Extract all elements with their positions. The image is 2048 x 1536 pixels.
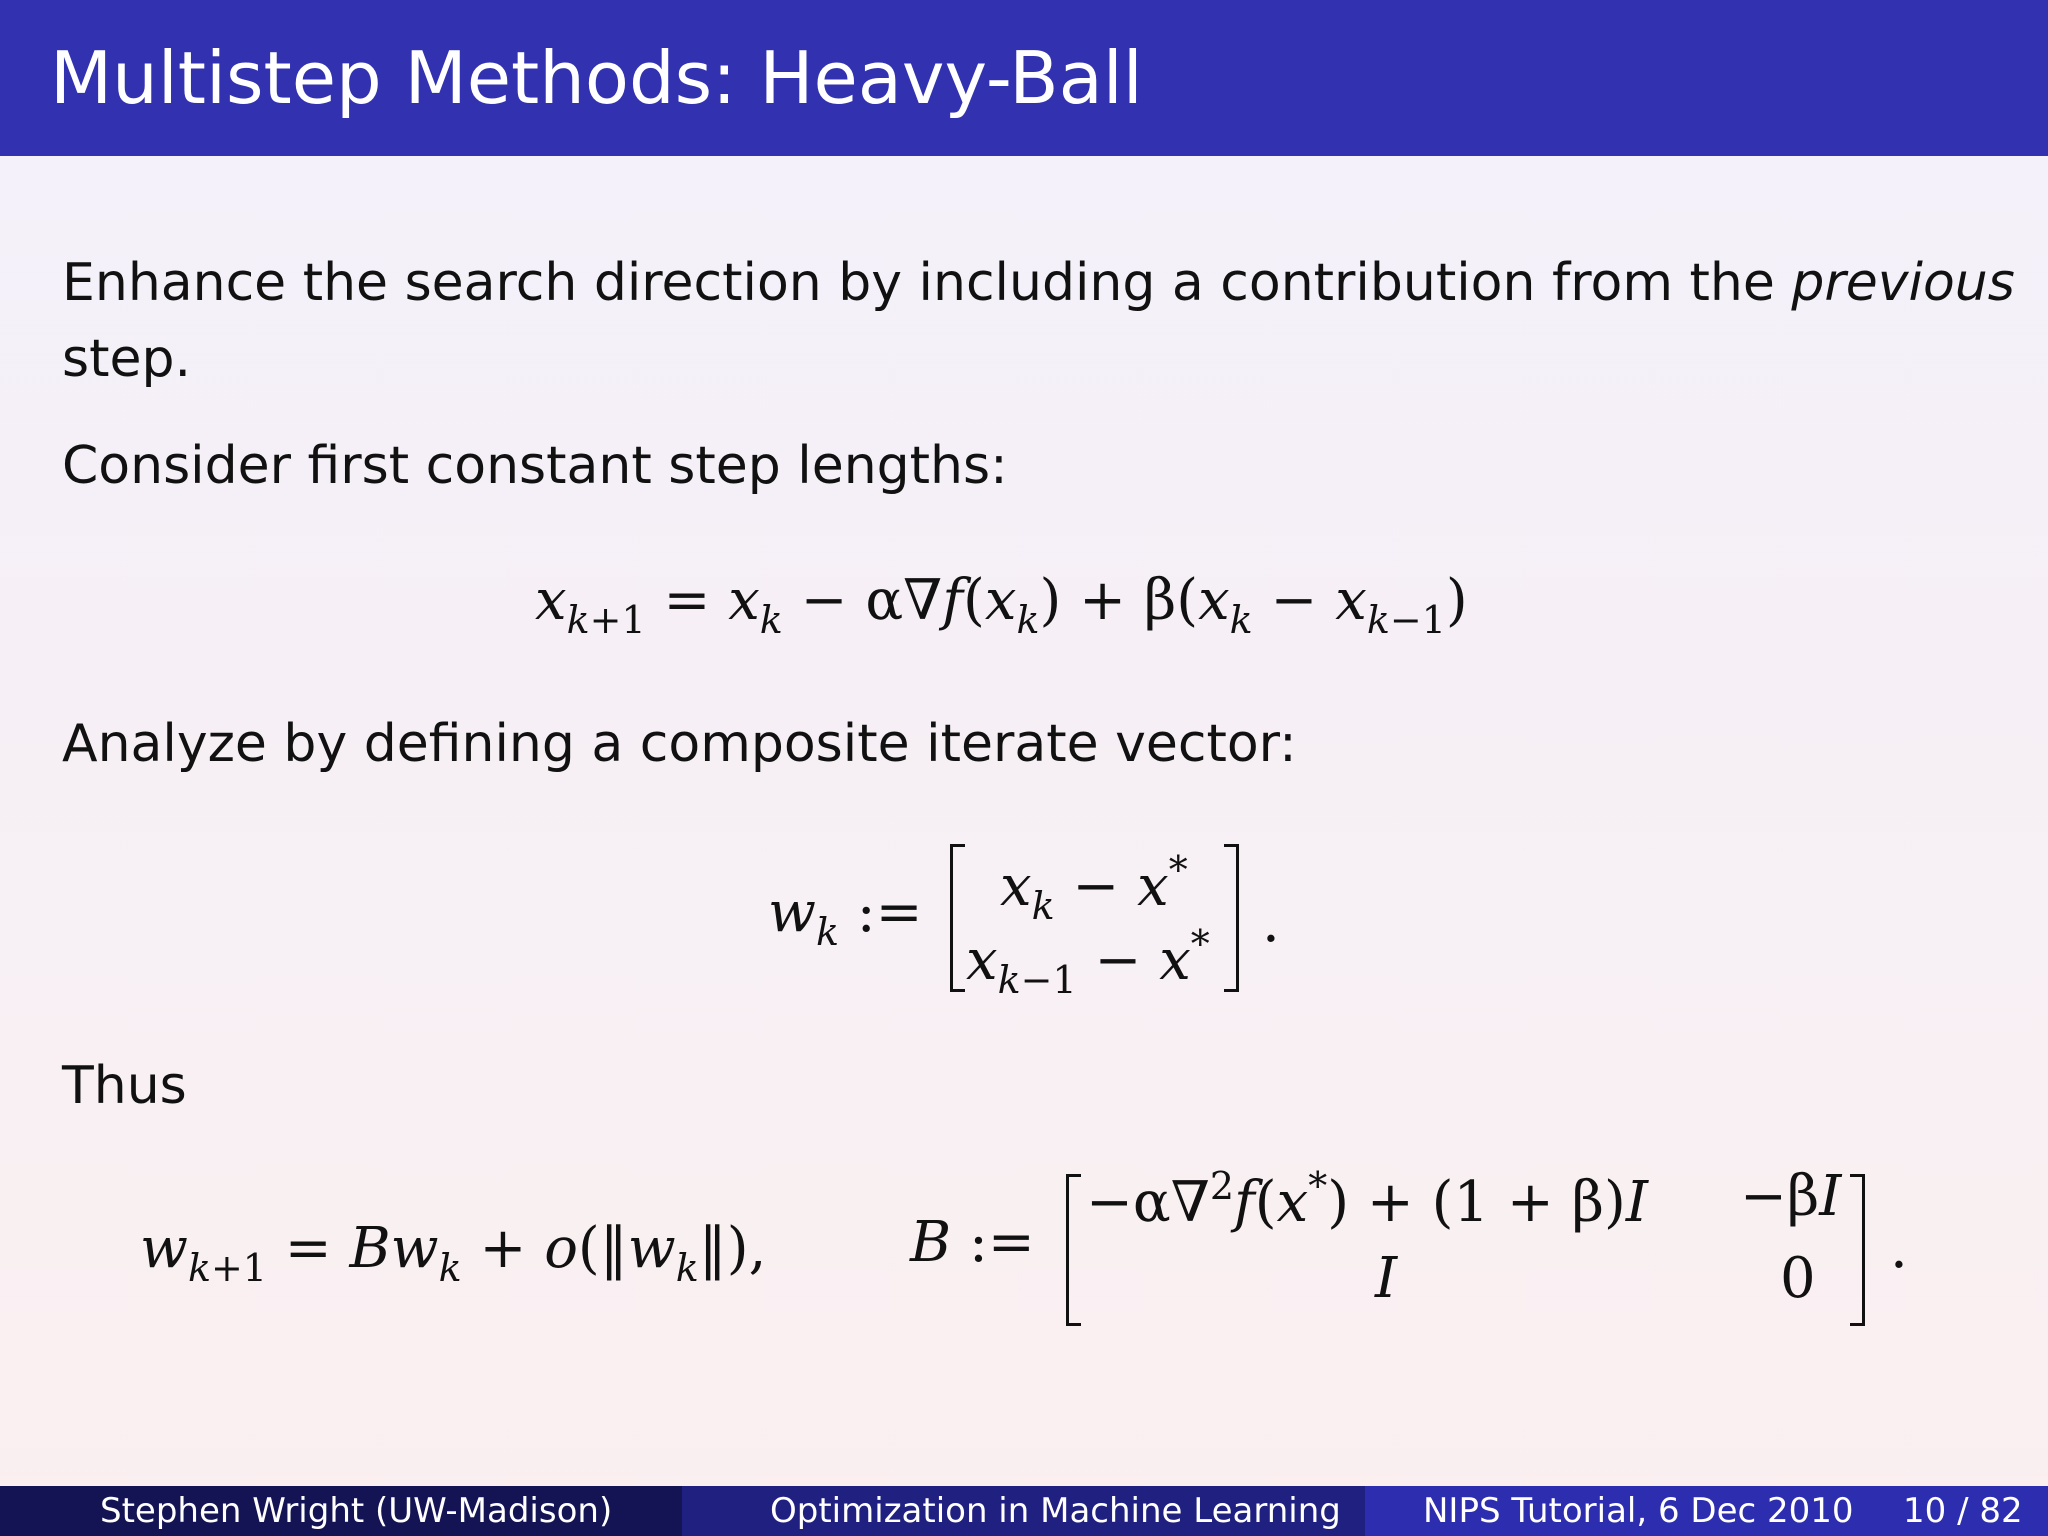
wk-row-1: $x_k - x^*$ (1000, 848, 1188, 928)
B-r2c2: 0 (1780, 1246, 1816, 1311)
equation-wk-recursion: $w_{k+1} = Bw_k$ + $o(‖w_k‖)$, (140, 1216, 767, 1290)
footer-event-section (1365, 1486, 2048, 1536)
matrix-left-bracket (950, 844, 965, 992)
B-left-bracket (1066, 1174, 1081, 1326)
footer-author: Stephen Wright (UW-Madison) (100, 1491, 613, 1531)
B-r1c2: −βI (1740, 1164, 1842, 1229)
B-r2c1: I (1375, 1246, 1398, 1311)
paragraph-composite: Analyze by defining a composite iterate vector: (62, 714, 1297, 774)
period: . (1262, 890, 1280, 955)
footer-title-section (682, 1486, 1365, 1536)
paragraph-thus: Thus (62, 1056, 187, 1116)
footer-talk-title: Optimization in Machine Learning (770, 1491, 1341, 1531)
equation-B-lhs: B := (910, 1210, 1035, 1275)
intro-text: Enhance the search direction by including a contribution from the (62, 253, 1792, 313)
equation-wk-lhs: $w_k$ := (768, 880, 923, 954)
slide-footer (0, 1486, 2048, 1536)
matrix-right-bracket (1224, 844, 1239, 992)
footer-page-number: 10 / 82 (1903, 1491, 2023, 1531)
period-2: . (1890, 1216, 1908, 1281)
slide-title: Multistep Methods: Heavy-Ball (50, 36, 1143, 120)
B-right-bracket (1850, 1174, 1865, 1326)
paragraph-constant-steps: Consider first constant step lengths: (62, 436, 1008, 496)
slide-header (0, 0, 2048, 156)
paragraph-intro (62, 245, 2015, 397)
wk-row-2: $x_{k-1} - x^*$ (966, 922, 1210, 1002)
intro-tail: step. (62, 329, 192, 389)
equation-heavy-ball-update: $x_{k+1} = x_k - \alpha\nabla f(x_k) + \beta(x_k - x_{k-1})$ (535, 568, 1468, 642)
footer-event: NIPS Tutorial, 6 Dec 2010 (1423, 1491, 1854, 1531)
footer-author-section (0, 1486, 682, 1536)
intro-emphasis: previous (1791, 253, 2015, 313)
B-r1c1: −α∇$^2$f(x*) + (1 + β)I (1086, 1164, 1648, 1235)
